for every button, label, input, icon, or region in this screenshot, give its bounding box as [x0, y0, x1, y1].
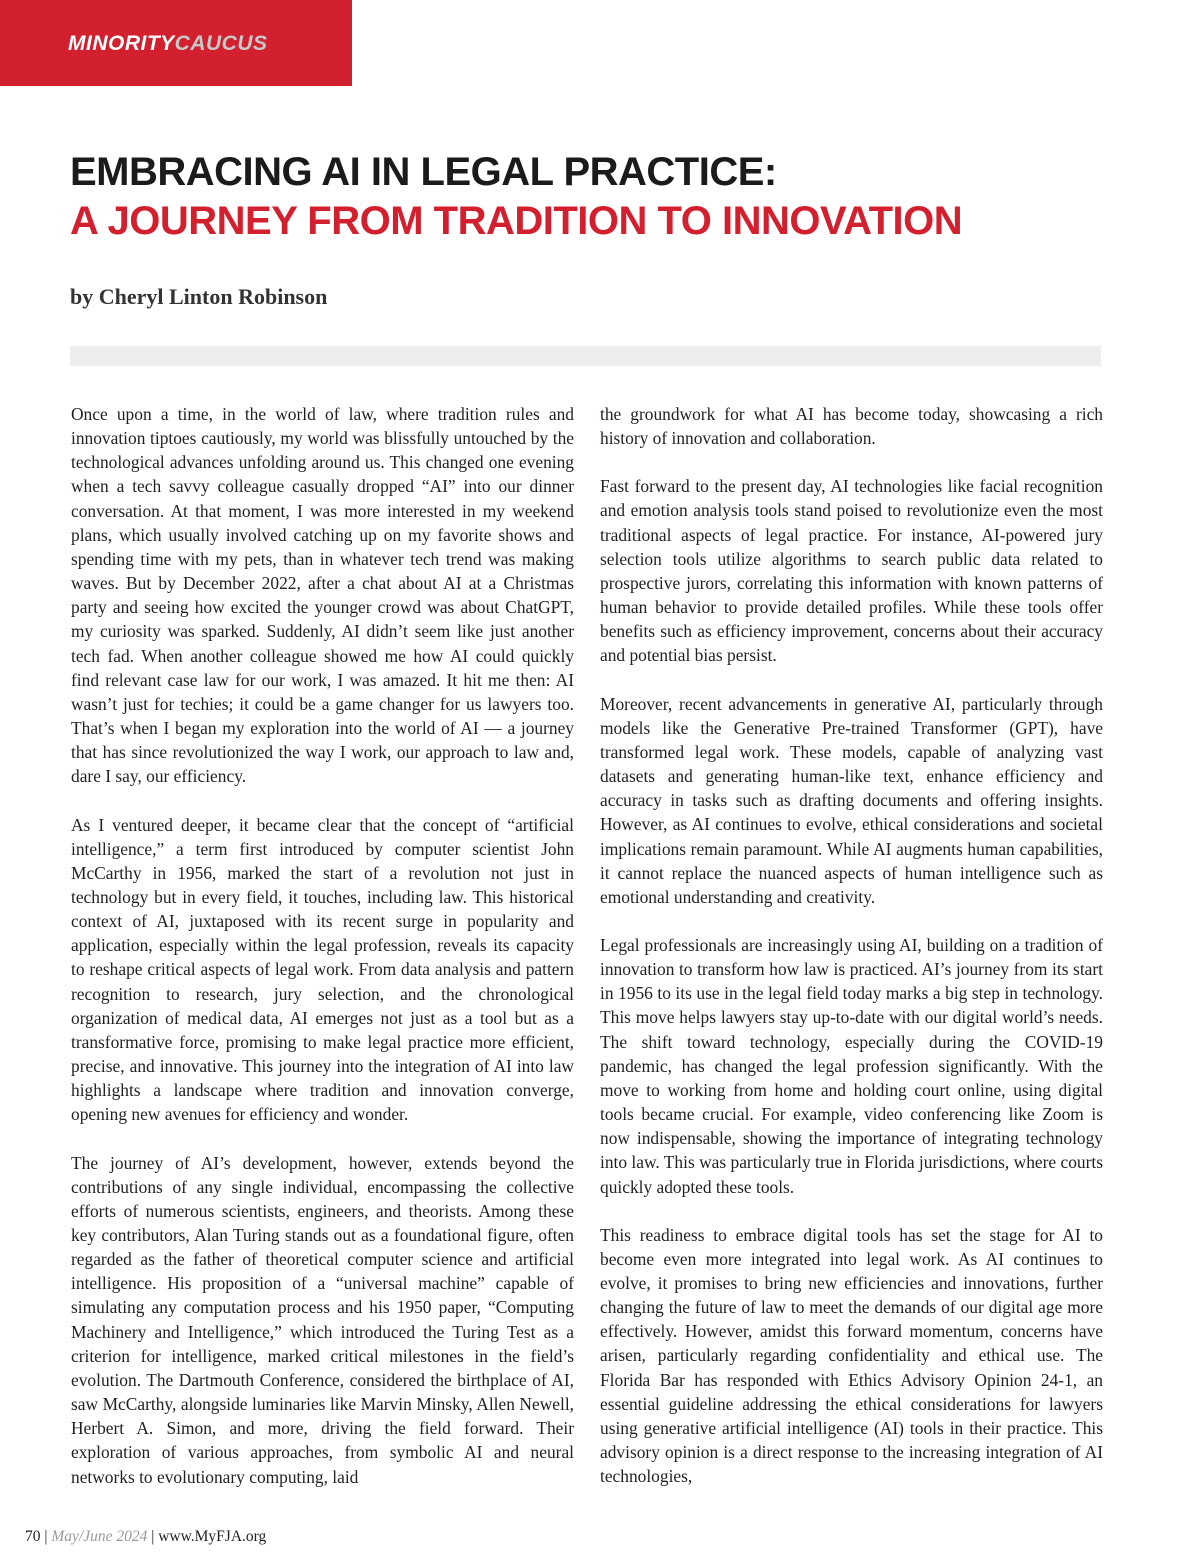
paragraph: The journey of AI’s development, however, extends beyond the contributions of any single individual, encompassing the collective efforts of numerous scientists, engineers, and theorists. Among these key contributors, Alan Turing stands out as a foundational figure, often regarded as the father of theoretical computer science and artificial intelligence. His proposition of a “universal machine” capable of simulating any computation process and his 1950 paper, “Computing Machinery and Intelligence,” which introduced the Turing Test as a criterion for intelligence, marked critical milestones in the field’s evolution. The Dartmouth Conference, considered the birthplace of AI, saw McCarthy, alongside luminaries like Marvin Minsky, Allen Newell, Herbert A. Simon, and more, driving the field forward. Their exploration of various approaches, from symbolic AI and neural networks to evolutionary computing, laid [71, 1152, 574, 1487]
issue-date: May/June 2024 [51, 1528, 148, 1545]
article-subtitle-line: A JOURNEY FROM TRADITION TO INNOVATION [70, 198, 963, 243]
footer-separator: | [44, 1528, 48, 1545]
section-label [68, 33, 268, 54]
page-number: 70 [25, 1528, 41, 1545]
section-label-minority: MINORITY [68, 32, 175, 55]
paragraph: Once upon a time, in the world of law, where tradition rules and innovation tiptoes cautiously, my world was blissfully untouched by the technological advances unfolding around us. This changed one evening when a tech savvy colleague casually dropped “AI” into our dinner conversation. At that moment, I was more interested in my weekend plans, which usually involved catching up on my favorite shows and spending time with my pets, than in whatever tech trend was making waves. But by December 2022, after a chat about AI at a Christmas party and seeing how excited the younger crowd was about ChatGPT, my curiosity was sparked. Suddenly, AI didn’t seem like just another tech fad. When another colleague showed me how AI could quickly find relevant case law for our work, I was amazed. It hit me then: AI wasn’t just for techies; it could be a game changer for us lawyers too. That’s when I began my exploration into the world of AI — a journey that has since revolutionized the way I work, our approach to law and, dare I say, our efficiency. [71, 404, 574, 787]
right-column [600, 402, 1103, 1488]
website-link[interactable]: www.MyFJA.org [158, 1528, 267, 1545]
paragraph: Fast forward to the present day, AI technologies like facial recognition and emotion analysis tools stand poised to revolutionize even the most traditional aspects of legal practice. For instance, AI-powered jury selection tools utilize algorithms to search public data related to prospective jurors, correlating this information with known patterns of human behavior to provide detailed profiles. While these tools offer benefits such as efficiency improvement, concerns about their accuracy and potential bias persist. [600, 476, 1103, 666]
footer-separator: | [151, 1528, 155, 1545]
article-title-line-1: EMBRACING AI IN LEGAL PRACTICE: [70, 150, 777, 194]
paragraph: This readiness to embrace digital tools has set the stage for AI to become even more integrated into legal work. As AI continues to evolve, it promises to bring new efficiencies and innovations, further changing the future of law to meet the demands of our digital age more effectively. However, amidst this forward momentum, concerns have arisen, particularly regarding confidentiality and ethical use. The Florida Bar has responded with Ethics Advisory Opinion 24-1, an essential guideline addressing the ethical considerations for lawyers using generative artificial intelligence (AI) tools in their practice. This advisory opinion is a direct response to the increasing integration of AI technologies, [600, 1224, 1103, 1487]
page-footer [25, 1528, 266, 1546]
section-label-caucus: CAUCUS [174, 32, 268, 55]
paragraph: As I ventured deeper, it became clear that the concept of “artificial intelligence,” a term first introduced by computer scientist John McCarthy in 1956, marked the start of a revolution not just in technology but in every field, it touches, including law. This historical context of AI, juxtaposed with its recent surge in popularity and application, especially within the legal profession, reveals its capacity to reshape critical aspects of legal work. From data analysis and pattern recognition to research, jury selection, and the chronological organization of medical data, AI emerges not just as a tool but as a transformative force, promising to make legal practice more efficient, precise, and innovative. This journey into the integration of AI into law highlights a landscape where tradition and innovation converge, opening new avenues for efficiency and wonder. [71, 814, 574, 1125]
paragraph: Legal professionals are increasingly using AI, building on a tradition of innovation to transform how law is practiced. AI’s journey from its start in 1956 to its use in the legal field today marks a big step in technology. This move helps lawyers stay up-to-date with our digital world’s needs. The shift toward technology, especially during the COVID-19 pandemic, has changed the legal profession significantly. With the move to working from home and holding court online, using digital tools became crucial. For example, video conferencing like Zoom is now indispensable, showing the importance of integrating technology into law. This was particularly true in Florida jurisdictions, where courts quickly adopted these tools. [600, 934, 1103, 1197]
article-title [70, 148, 1150, 246]
divider-bar [70, 346, 1101, 366]
article-byline: by Cheryl Linton Robinson [70, 284, 328, 309]
paragraph: Moreover, recent advancements in generative AI, particularly through models like the Generative Pre-trained Transformer (GPT), have transformed legal work. These models, capable of analyzing vast datasets and generating human-like text, enhance efficiency and accuracy in tasks such as drafting documents and offering insights. However, as AI continues to evolve, ethical considerations and societal implications remain paramount. While AI augments human capabilities, it cannot replace the nuanced aspects of human intelligence such as emotional understanding and creativity. [600, 693, 1103, 907]
section-tab [0, 0, 352, 86]
paragraph: the groundwork for what AI has become today, showcasing a rich history of innovation and collaboration. [600, 404, 1103, 449]
left-column [71, 402, 574, 1489]
